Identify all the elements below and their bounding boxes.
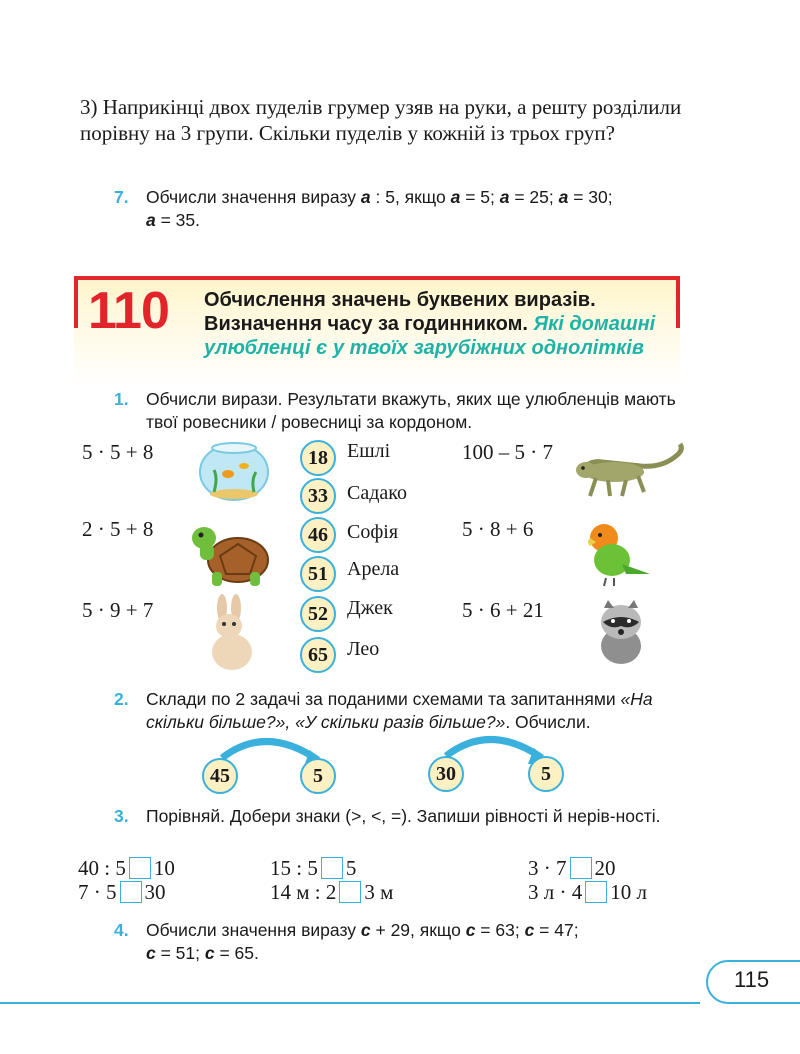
footer-line	[0, 1002, 700, 1004]
answer-box[interactable]	[321, 857, 343, 879]
parrot-icon	[582, 516, 652, 588]
answer-box[interactable]	[129, 857, 151, 879]
pet-name: Лео	[347, 638, 380, 660]
task-number: 2.	[114, 689, 129, 709]
turtle-icon	[190, 520, 272, 588]
task-1	[114, 388, 690, 434]
task-1-text: Обчисли вирази. Результати вкажуть, яких ще улюбленців мають твої ровесники / ровесниці за кордоном.	[146, 389, 676, 432]
task-number: 3.	[114, 806, 129, 826]
task-number: 4.	[114, 920, 129, 940]
answer-circle: 33	[300, 478, 336, 514]
answer-box[interactable]	[120, 881, 142, 903]
pet-name: Джек	[347, 597, 393, 619]
lesson-header-border	[676, 276, 680, 328]
answer-box[interactable]	[339, 881, 361, 903]
pet-name: Садако	[347, 482, 407, 504]
comparison-item: 3 л · 4 10 л	[528, 880, 647, 904]
task-2-text: Склади по 2 задачі за поданими схемами та запитаннями «На скільки більше?», «У скільки разів більше?». Обчисли.	[146, 689, 653, 732]
comparison-item: 15 : 5 5	[270, 856, 357, 880]
comparison-item: 14 м : 2 3 м	[270, 880, 394, 904]
scheme-circle: 5	[300, 758, 336, 794]
rabbit-icon	[204, 594, 260, 672]
problem-3-text: 3) Наприкінці двох пуделів грумер узяв на руки, а решту розділили порівну на 3 групи. Скільки пуделів у кожній із трьох груп?	[80, 95, 682, 145]
task-7-text: Обчисли значення виразу а : 5, якщо а = 5; а = 25; а = 30; а = 35.	[146, 187, 613, 230]
iguana-icon	[574, 440, 686, 502]
expression: 5 · 8 + 6	[462, 517, 534, 541]
comparison-item: 40 : 5 10	[78, 856, 175, 880]
lesson-subtitle: Які домашні улюбленці є у твоїх зарубіжних однолітків	[204, 313, 656, 359]
lesson-title-line1: Обчислення значень буквених виразів.	[204, 289, 596, 311]
lesson-header-border	[74, 276, 680, 280]
expression: 2 · 5 + 8	[82, 517, 154, 541]
fishbowl-icon	[196, 438, 272, 502]
task-7	[114, 186, 690, 232]
answer-circle: 46	[300, 517, 336, 553]
task-3-text: Порівняй. Добери знаки (>, <, =). Запиши рівності й нерів-ності.	[146, 806, 661, 826]
task-number: 7.	[114, 187, 129, 207]
task-2	[114, 688, 690, 734]
answer-box[interactable]	[585, 881, 607, 903]
scheme-circle: 30	[428, 756, 464, 792]
lesson-number: 110	[88, 282, 169, 340]
answer-circle: 65	[300, 637, 336, 673]
task-number: 1.	[114, 389, 129, 409]
answer-circle: 51	[300, 556, 336, 592]
page-number: 115	[734, 967, 770, 992]
scheme-circle: 45	[202, 758, 238, 794]
pet-name: Ешлі	[347, 440, 391, 462]
lesson-title	[204, 288, 674, 360]
comparison-item: 3 · 7 20	[528, 856, 616, 880]
answer-box[interactable]	[570, 857, 592, 879]
raccoon-icon	[592, 598, 650, 666]
scheme-circle: 5	[528, 756, 564, 792]
task-3	[114, 805, 690, 828]
answer-circle: 52	[300, 596, 336, 632]
expression: 5 · 6 + 21	[462, 598, 544, 622]
pet-name: Арела	[347, 558, 400, 580]
pet-name: Софія	[347, 521, 399, 543]
comparison-item: 7 · 5 30	[78, 880, 166, 904]
lesson-header-border	[74, 276, 78, 328]
answer-circle: 18	[300, 440, 336, 476]
task-4-text: Обчисли значення виразу с + 29, якщо с = 63; с = 47; с = 51; с = 65.	[146, 920, 579, 963]
lesson-title-line2: Визначення часу за годинником.	[204, 313, 528, 335]
expression: 5 · 5 + 8	[82, 440, 154, 464]
expression: 5 · 9 + 7	[82, 598, 154, 622]
task-4	[114, 919, 690, 965]
expression: 100 – 5 · 7	[462, 440, 553, 464]
